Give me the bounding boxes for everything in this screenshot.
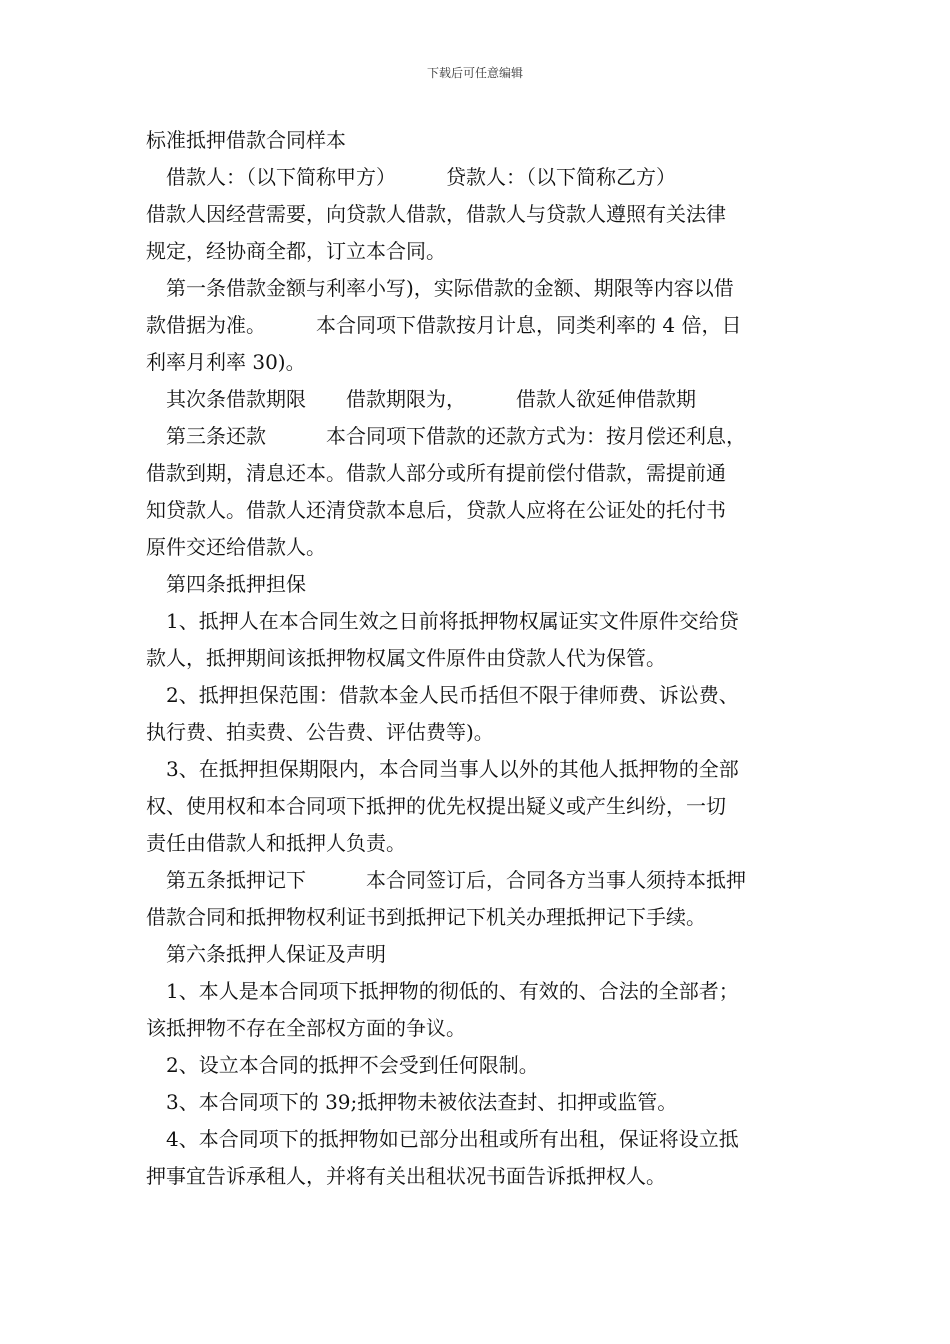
text-line: 3、本合同项下的 39;抵押物未被依法查封、扣押或监管。 <box>146 1090 678 1114</box>
text-line: 知贷款人。借款人还清贷款本息后，贷款人应将在公证处的托付书 <box>146 498 726 522</box>
text-line: 押事宜告诉承租人，并将有关出租状况书面告诉抵押权人。 <box>146 1164 666 1188</box>
text-line: 原件交还给借款人。 <box>146 535 326 559</box>
text-line: 1、本人是本合同项下抵押物的彻低的、有效的、合法的全部者； <box>146 979 739 1003</box>
text-line: 1、抵押人在本合同生效之日前将抵押物权属证实文件原件交给贷 <box>146 609 739 633</box>
text-line: 其次条借款期限 借款期限为， 借款人欲延伸借款期 <box>146 387 696 411</box>
text-line: 第四条抵押担保 <box>146 572 306 596</box>
document-lines <box>146 159 816 1195</box>
document-title: 标准抵押借款合同样本 <box>146 128 346 152</box>
text-line: 款人，抵押期间该抵押物权属文件原件由贷款人代为保管。 <box>146 646 666 670</box>
text-line: 第六条抵押人保证及声明 <box>146 942 386 966</box>
text-line: 利率月利率 30)。 <box>146 350 306 374</box>
text-line: 第五条抵押记下 本合同签订后，合同各方当事人须持本抵押 <box>146 868 746 892</box>
text-line: 第三条还款 本合同项下借款的还款方式为：按月偿还利息， <box>146 424 746 448</box>
text-line: 第一条借款金额与利率小写)，实际借款的金额、期限等内容以借 <box>146 276 734 300</box>
text-line: 借款人：（以下简称甲方） 贷款人：（以下简称乙方） <box>146 165 676 189</box>
text-line: 规定，经协商全都，订立本合同。 <box>146 239 446 263</box>
text-line: 借款合同和抵押物权利证书到抵押记下机关办理抵押记下手续。 <box>146 905 706 929</box>
document-body <box>146 122 816 1195</box>
text-line: 权、使用权和本合同项下抵押的优先权提出疑义或产生纠纷，一切 <box>146 794 726 818</box>
text-line: 4、本合同项下的抵押物如已部分出租或所有出租，保证将设立抵 <box>146 1127 739 1151</box>
text-line: 执行费、拍卖费、公告费、评估费等)。 <box>146 720 494 744</box>
text-line: 责任由借款人和抵押人负责。 <box>146 831 406 855</box>
page-header: 下载后可任意编辑 <box>426 66 523 80</box>
text-line: 2、抵押担保范围：借款本金人民币括但不限于律师费、诉讼费、 <box>146 683 739 707</box>
text-line: 借款人因经营需要，向贷款人借款，借款人与贷款人遵照有关法律 <box>146 202 726 226</box>
text-line: 款借据为准。 本合同项下借款按月计息，同类利率的 4 倍，日 <box>146 313 742 337</box>
text-line: 该抵押物不存在全部权方面的争议。 <box>146 1016 466 1040</box>
text-line: 借款到期，清息还本。借款人部分或所有提前偿付借款，需提前通 <box>146 461 726 485</box>
text-line: 2、设立本合同的抵押不会受到任何限制。 <box>146 1053 539 1077</box>
text-line: 3、在抵押担保期限内，本合同当事人以外的其他人抵押物的全部 <box>146 757 739 781</box>
